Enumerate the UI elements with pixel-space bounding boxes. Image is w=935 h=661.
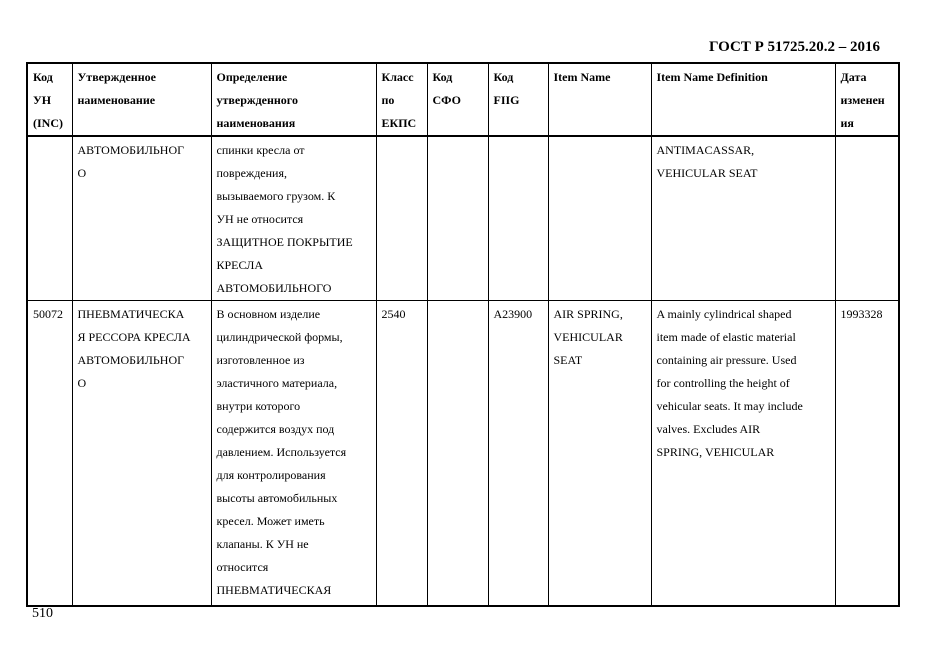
cell-ekps-class: 2540 bbox=[376, 301, 427, 606]
cell-item-name-definition: A mainly cylindrical shaped item made of elastic material containing air pressure. Used for controlling the height of vehicular seats. It may include valves. Excludes AIR SPRING, VEHICULAR bbox=[651, 301, 835, 606]
document-title: ГОСТ Р 51725.20.2 – 2016 bbox=[709, 39, 881, 55]
header-item-name-definition: Item Name Definition bbox=[651, 63, 835, 136]
cell-ekps-class bbox=[376, 136, 427, 301]
cell-item-name bbox=[548, 136, 651, 301]
table-row bbox=[27, 301, 899, 606]
table-header-row bbox=[27, 63, 899, 136]
cell-inc bbox=[27, 136, 72, 301]
cell-sfo-code bbox=[427, 301, 488, 606]
header-sfo-code: Код СФО bbox=[427, 63, 488, 136]
header-ekps-class: Класс по ЕКПС bbox=[376, 63, 427, 136]
header-change-date: Дата изменен ия bbox=[835, 63, 899, 136]
header-approved-name: Утвержденное наименование bbox=[72, 63, 211, 136]
cell-change-date bbox=[835, 136, 899, 301]
cell-definition: спинки кресла от повреждения, вызываемого грузом. К УН не относится ЗАЩИТНОЕ ПОКРЫТИЕ КРЕСЛА АВТОМОБИЛЬНОГО bbox=[211, 136, 376, 301]
cell-approved-name: ПНЕВМАТИЧЕСКА Я РЕССОРА КРЕСЛА АВТОМОБИЛЬНОГ О bbox=[72, 301, 211, 606]
page-number: 510 bbox=[32, 606, 53, 621]
header-definition: Определение утвержденного наименования bbox=[211, 63, 376, 136]
cell-fiig-code: A23900 bbox=[488, 301, 548, 606]
cell-fiig-code bbox=[488, 136, 548, 301]
header-fiig-code: Код FIIG bbox=[488, 63, 548, 136]
table-row bbox=[27, 136, 899, 301]
cell-sfo-code bbox=[427, 136, 488, 301]
cell-item-name: AIR SPRING, VEHICULAR SEAT bbox=[548, 301, 651, 606]
cell-change-date: 1993328 bbox=[835, 301, 899, 606]
gost-classification-table bbox=[26, 62, 900, 607]
header-item-name: Item Name bbox=[548, 63, 651, 136]
cell-definition: В основном изделие цилиндрической формы, изготовленное из эластичного материала, внутри которого содержится воздух под давлением. Используется для контролирования высоты автомобильных кресел. Может иметь клапаны. К УН не относится ПНЕВМАТИЧЕСКАЯ bbox=[211, 301, 376, 606]
header-inc: Код УН (INC) bbox=[27, 63, 72, 136]
cell-inc: 50072 bbox=[27, 301, 72, 606]
cell-item-name-definition: ANTIMACASSAR, VEHICULAR SEAT bbox=[651, 136, 835, 301]
cell-approved-name: АВТОМОБИЛЬНОГ О bbox=[72, 136, 211, 301]
